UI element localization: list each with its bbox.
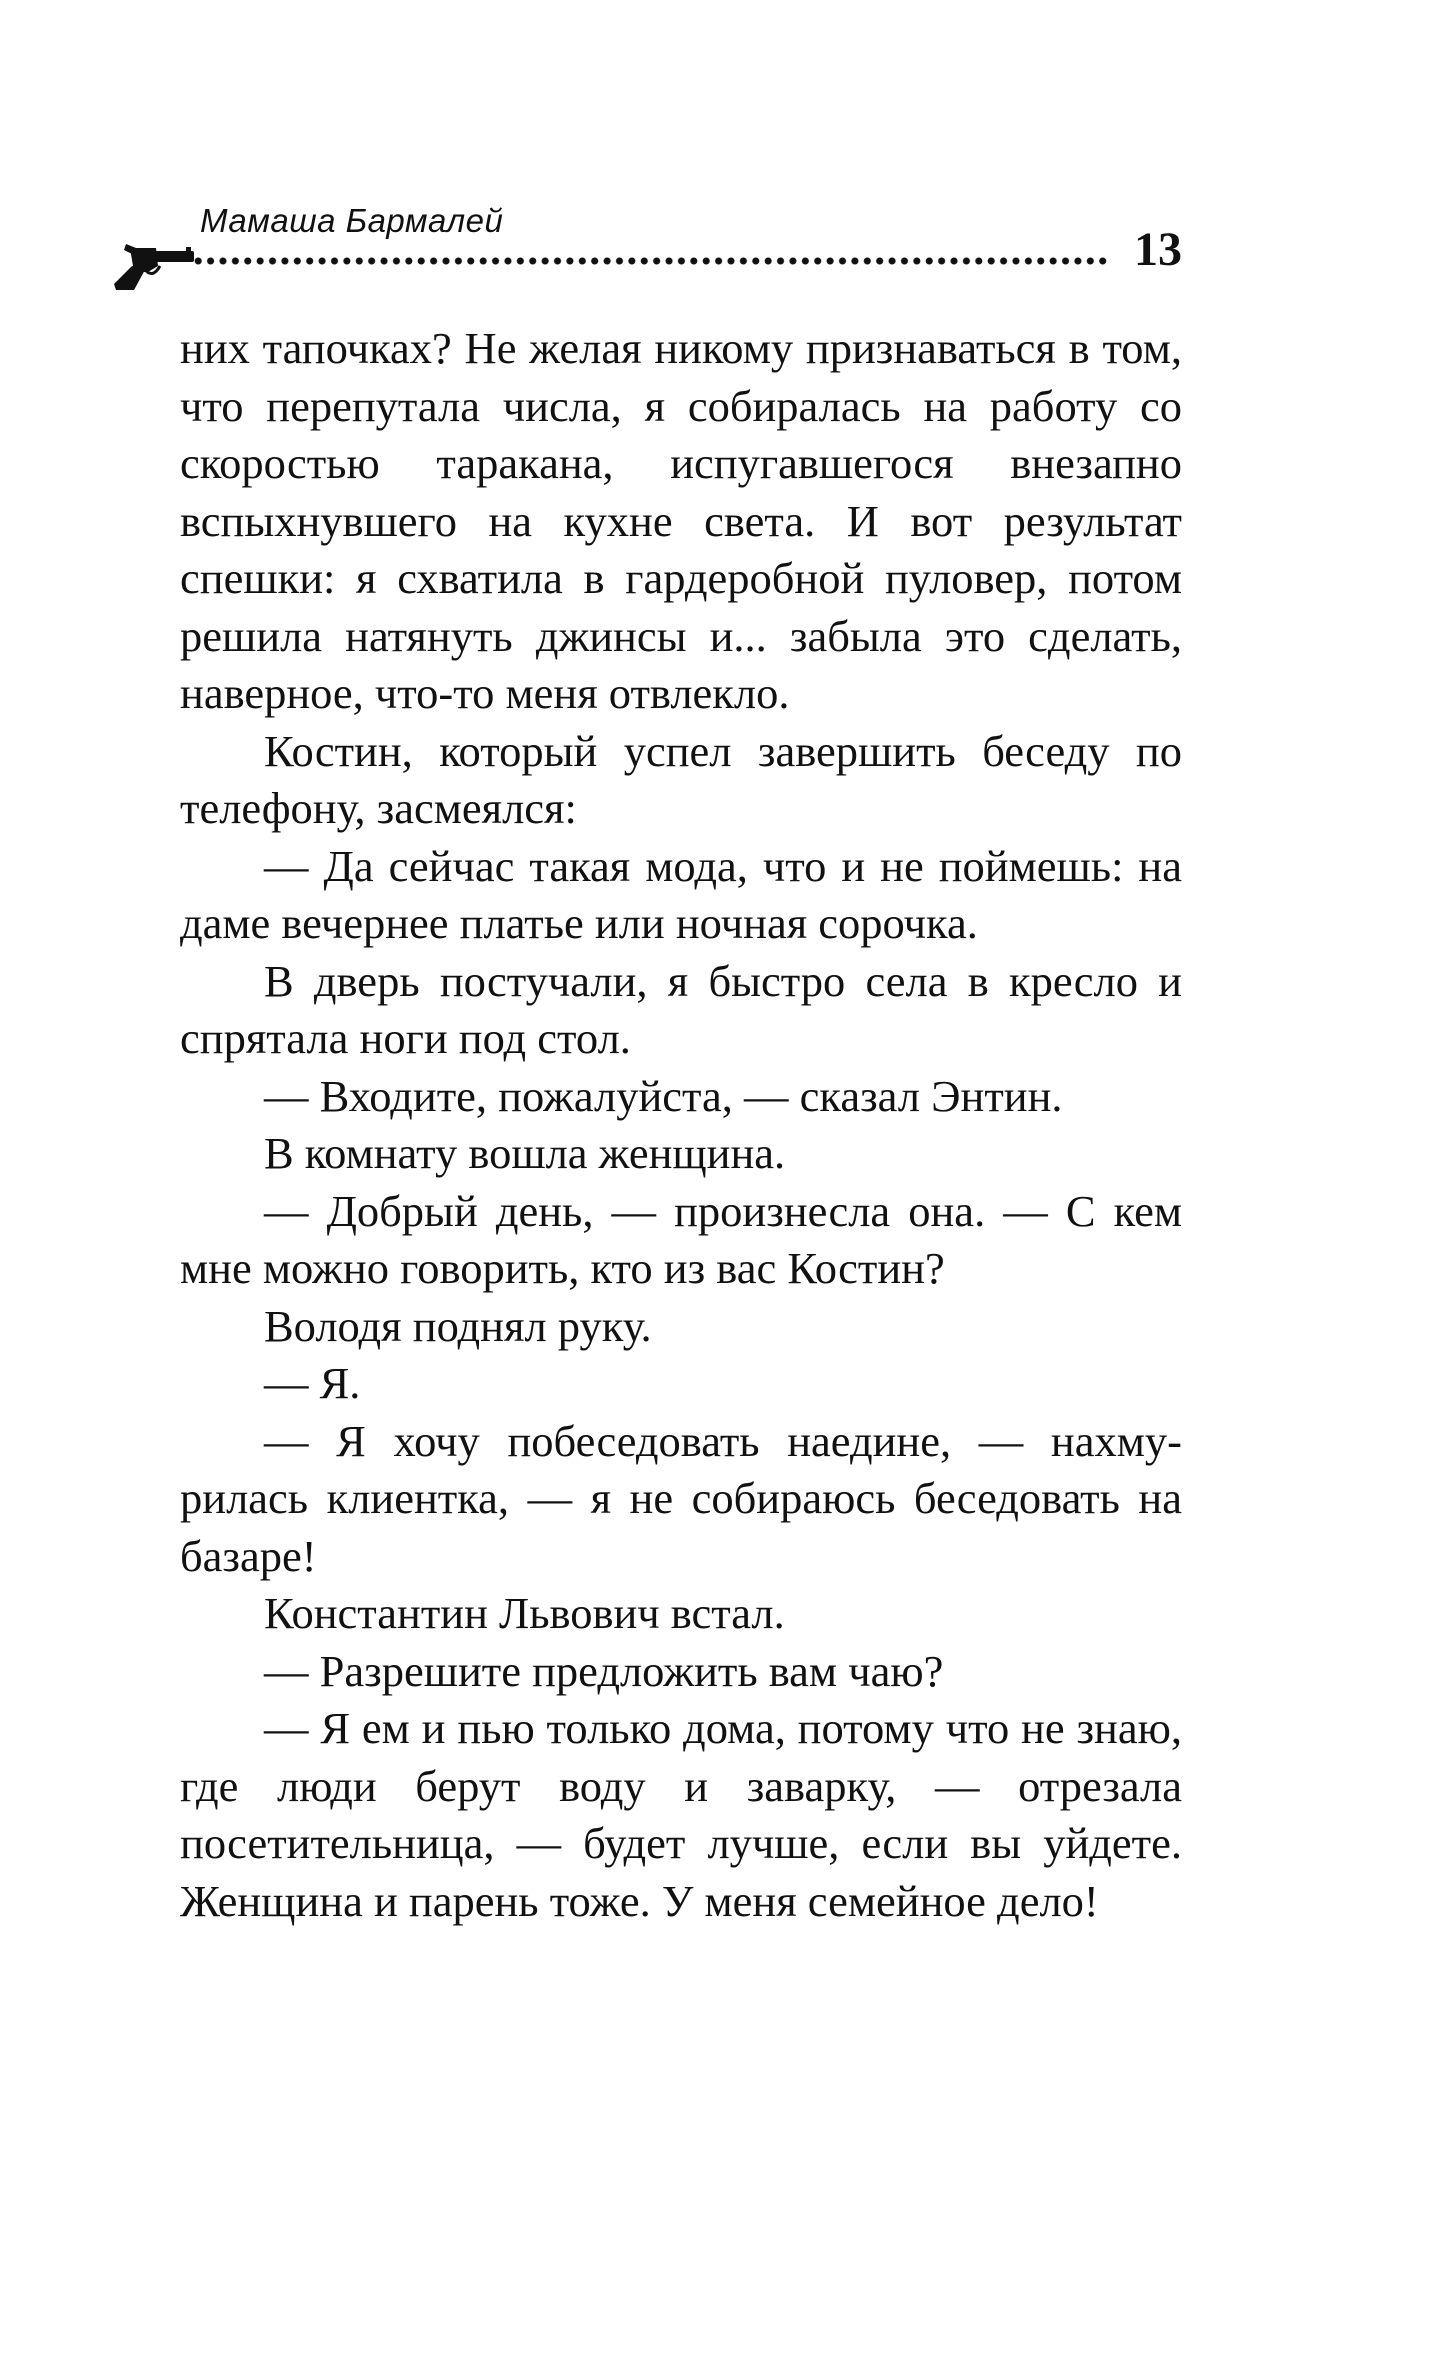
paragraph: — Я хочу побеседовать наедине, — нахмурилась клиентка, — я не собираюсь беседовать на базаре! — [180, 1415, 1182, 1581]
paragraph: — Разрешите предложить вам чаю? — [264, 1645, 944, 1696]
book-title: Мамаша Бармалей — [200, 202, 504, 239]
paragraph: Володя поднял руку. — [264, 1300, 652, 1351]
revolver-icon — [112, 242, 194, 292]
paragraph: Костин, который успел завершить беседу по телефону, засмеялся: — [180, 725, 1182, 833]
running-header — [112, 196, 1182, 306]
paragraph: — Я. — [264, 1358, 361, 1408]
paragraph: — Входите, пожалуйста, — сказал Энтин. — [264, 1070, 1063, 1121]
paragraph: Константин Львович встал. — [264, 1588, 785, 1638]
page-number: 13 — [1134, 223, 1182, 276]
paragraph: — Да сейчас такая мода, что и не поймешь: на даме вечернее платье или ночная сорочка. — [180, 840, 1182, 948]
paragraph: — Добрый день, — произнесла она. — С кем мне можно говорить, кто из вас Костин? — [180, 1185, 1182, 1293]
dotted-rule — [192, 256, 1110, 266]
paragraph: — Я ем и пью только дома, потому что не знаю, где люди берут воду и заварку, — отрезала посетительница, — будет лучше, если вы уйдете. Женщина и парень тоже. У меня семейное дело! — [180, 1703, 1182, 1926]
body-text — [180, 320, 1182, 1930]
paragraph: В комнату вошла женщина. — [264, 1128, 786, 1178]
paragraph: них тапочках? Не желая никому признаваться в том, что перепутала числа, я собиралась на работу со скоростью таракана, испугавшегося внезапно вспыхнувшего на кухне света. И вот результат спешки: я схватила в гардеробной пуловер, потом решила натянуть джинсы и... забыла это сделать, наверное, что-то меня отвлекло. — [180, 323, 1182, 718]
paragraph: В дверь постучали, я быстро села в кресло и спрятала ноги под стол. — [180, 955, 1182, 1063]
